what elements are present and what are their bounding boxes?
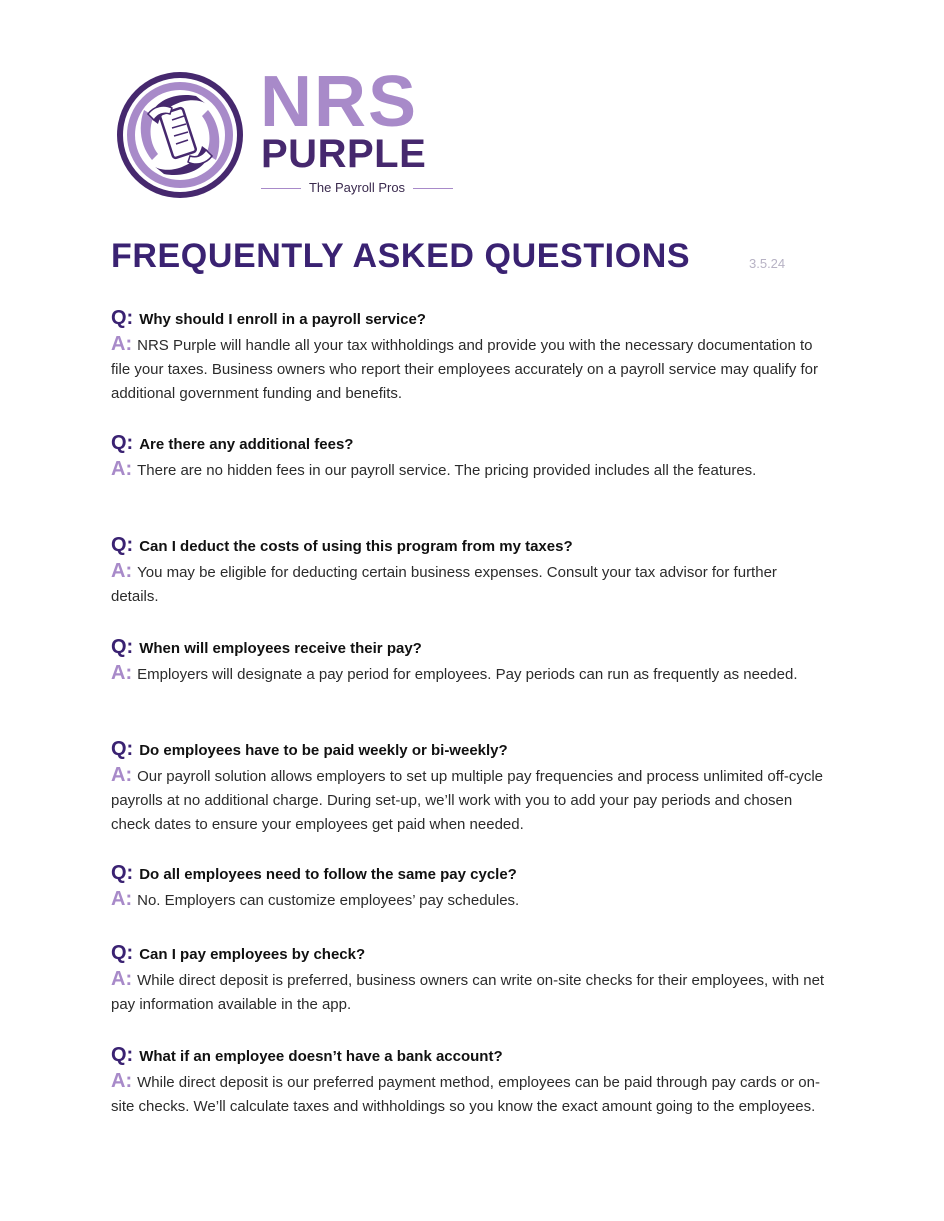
faq-question: What if an employee doesn’t have a bank account? [139,1048,503,1065]
faq-question-row [111,633,826,661]
faq-question-row [111,859,826,887]
faq-answer-block [111,763,826,837]
brand-name-bottom: PURPLE [261,132,427,176]
faq-item [111,304,826,429]
faq-question-row [111,735,826,763]
faq-item [111,859,826,939]
faq-answer: NRS Purple will handle all your tax withholdings and provide you with the necessary documentation to file your taxes. Business owners who report their employees accurately on a payroll service may qualify for additional government funding and benefits. [111,337,818,402]
faq-item [111,429,826,531]
nrs-purple-logo [114,62,459,200]
faq-answer-block [111,967,826,1017]
faq-question-row [111,531,826,559]
faq-item [111,531,826,633]
answer-label: A: [111,560,133,582]
faq-question: When will employees receive their pay? [139,640,422,657]
faq-question: Are there any additional fees? [139,436,354,453]
faq-question: Can I deduct the costs of using this program from my taxes? [139,538,573,555]
answer-label: A: [111,764,133,786]
question-label: Q: [111,636,134,658]
question-label: Q: [111,862,134,884]
faq-question-row [111,304,826,332]
question-label: Q: [111,307,134,329]
answer-label: A: [111,888,133,910]
faq-answer: There are no hidden fees in our payroll service. The pricing provided includes all the features. [137,462,757,479]
faq-answer-block [111,1069,826,1119]
tagline-divider-right [413,188,453,189]
faq-answer: You may be eligible for deducting certain business expenses. Consult your tax advisor for further details. [111,564,777,605]
faq-question: Can I pay employees by check? [139,946,366,963]
faq-item [111,1041,826,1119]
faq-item [111,735,826,859]
answer-label: A: [111,333,133,355]
answer-label: A: [111,968,133,990]
faq-question-row [111,939,826,967]
answer-label: A: [111,458,133,480]
page-title: FREQUENTLY ASKED QUESTIONS [111,237,691,275]
question-label: Q: [111,432,134,454]
faq-answer: Our payroll solution allows employers to set up multiple pay frequencies and process unlimited off-cycle payrolls at no additional charge. During set-up, we’ll work with you to add your pay periods and chosen check dates to ensure your employees get paid when needed. [111,768,824,833]
brand-tagline-row [261,180,453,196]
faq-question: Do employees have to be paid weekly or bi-weekly? [139,742,508,759]
question-label: Q: [111,738,134,760]
faq-question: Why should I enroll in a payroll service? [139,311,426,328]
question-label: Q: [111,942,134,964]
question-label: Q: [111,534,134,556]
faq-item [111,939,826,1041]
brand-name-top: NRS [260,62,419,142]
answer-label: A: [111,1070,133,1092]
faq-answer-block [111,332,826,406]
brand-tagline: The Payroll Pros [308,180,406,195]
faq-answer: Employers will designate a pay period for employees. Pay periods can run as frequently as needed. [137,666,798,683]
faq-answer-block [111,887,826,913]
document-date: 3.5.24 [749,256,786,271]
faq-list [111,304,826,1119]
hands-with-money-icon [114,70,248,200]
faq-question-row [111,429,826,457]
answer-label: A: [111,662,133,684]
faq-answer-block [111,661,826,687]
faq-answer: While direct deposit is preferred, business owners can write on-site checks for their employees, with net pay information available in the app. [111,972,825,1013]
question-label: Q: [111,1044,134,1066]
faq-answer: While direct deposit is our preferred payment method, employees can be paid through pay cards or on-site checks. We’ll calculate taxes and withholdings so you know the exact amount going to the employees. [111,1074,820,1115]
faq-item [111,633,826,735]
faq-question-row [111,1041,826,1069]
faq-answer-block [111,457,826,483]
faq-answer: No. Employers can customize employees’ pay schedules. [137,892,520,909]
faq-question: Do all employees need to follow the same pay cycle? [139,866,517,883]
faq-answer-block [111,559,826,609]
